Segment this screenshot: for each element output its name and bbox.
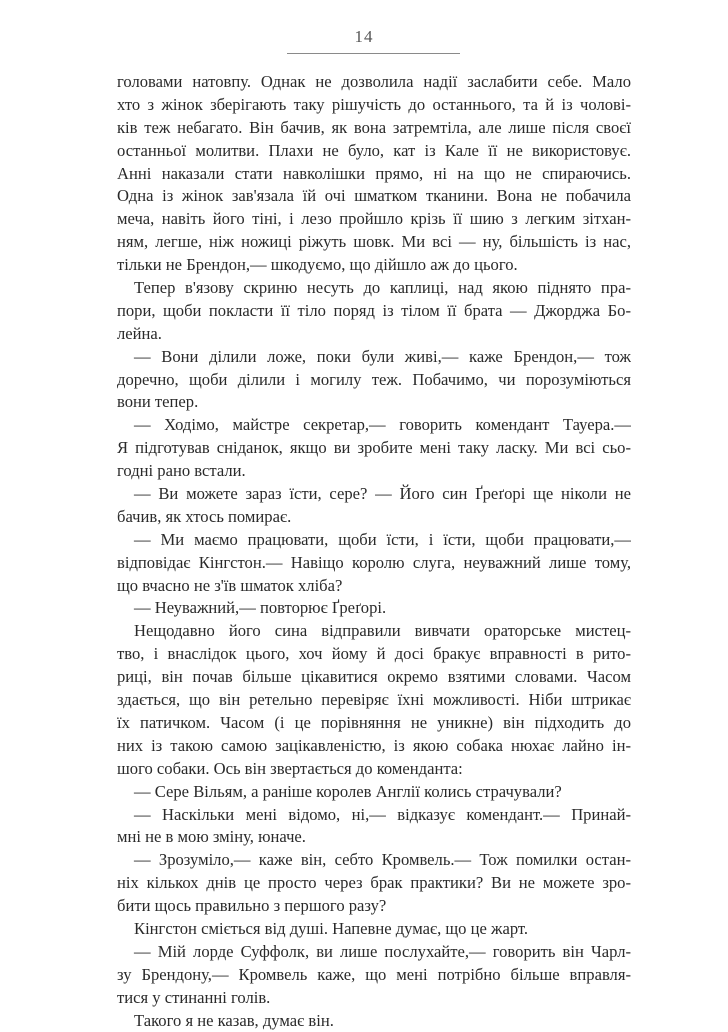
text-line: Кінгстон сміється від душі. Напевне думає, що це жарт. bbox=[134, 918, 529, 938]
text-line: годні рано встали. bbox=[117, 461, 246, 481]
text-line: — Мій лорде Суффолк, ви лише послухайте,— говорить він Чарл- bbox=[134, 941, 631, 961]
text-line: їх патичком. Часом (і це порівняння не уникне) він підходить до bbox=[117, 712, 631, 732]
text-line: хто з жінок зберігають таку рішучість до останнього, та й із чолові- bbox=[117, 94, 631, 114]
header-rule bbox=[287, 53, 460, 54]
text-line: Я підготував сніданок, якщо ви зробите мені таку ласку. Ми всі сьо- bbox=[117, 438, 631, 458]
text-line: тво, і внаслідок цього, хоч йому й досі бракує вправності в рито- bbox=[117, 644, 631, 664]
text-line: лейна. bbox=[117, 323, 162, 343]
text-line: Анні наказали стати навколішки прямо, ні на що не спираючись. bbox=[117, 163, 631, 183]
text-line: Одна із жінок зав'язала їй очі шматком тканини. Вона не побачила bbox=[117, 186, 631, 206]
text-line: тільки не Брендон,— шкодуємо, що дійшло аж до цього. bbox=[117, 255, 518, 275]
text-line: здається, що він ретельно перевіряє їхні можливості. Ніби штрикає bbox=[117, 690, 631, 710]
text-line: тися у стинанні голів. bbox=[117, 987, 271, 1007]
text-line: ням, легше, ніж ножиці ріжуть шовк. Ми всі — ну, більшість із нас, bbox=[117, 232, 631, 252]
text-line: що вчасно не з'їв шматок хліба? bbox=[117, 575, 343, 595]
text-line: — Ви можете зараз їсти, сере? — Його син Ґреґорі ще ніколи не bbox=[134, 484, 631, 504]
text-line: — Вони ділили ложе, поки були живі,— каже Брендон,— тож bbox=[134, 346, 631, 366]
page-number: 14 bbox=[354, 27, 374, 46]
text-line: зу Брендону,— Кромвель каже, що мені потрібно більше вправля- bbox=[117, 964, 631, 984]
text-line: Тепер в'язову скриню несуть до каплиці, над якою піднято пра- bbox=[134, 278, 631, 298]
text-line: Такого я не казав, думає він. bbox=[134, 1010, 334, 1030]
text-line: бачив, як хтось помирає. bbox=[117, 506, 292, 526]
text-line: головами натовпу. Однак не дозволила надії заслабити себе. Мало bbox=[117, 72, 631, 91]
text-line: мні не в мою зміну, юначе. bbox=[117, 827, 306, 847]
text-line: — Сере Вільям, а раніше королев Англії колись страчували? bbox=[134, 781, 562, 801]
text-line: — Ходімо, майстре секретар,— говорить комендант Тауера.— bbox=[134, 415, 631, 435]
text-line: пори, щоби покласти її тіло поряд із тілом її брата — Джорджа Бо- bbox=[117, 300, 631, 320]
text-line: відповідає Кінгстон.— Навіщо королю слуга, неуважний лише тому, bbox=[117, 552, 631, 572]
text-line: них із такою самою зацікавленістю, із якою собака нюхає лайно ін- bbox=[117, 735, 631, 755]
text-line: — Ми маємо працювати, щоби їсти, і їсти, щоби працювати,— bbox=[134, 529, 631, 549]
text-line: доречно, щоби ділили і могилу теж. Побачимо, чи порозуміються bbox=[117, 369, 631, 389]
text-line: — Наскільки мені відомо, ні,— відказує комендант.— Принай- bbox=[134, 804, 631, 824]
text-line: вони тепер. bbox=[117, 392, 199, 412]
text-line: — Неуважний,— повторює Ґреґорі. bbox=[134, 598, 387, 618]
text-line: бити щось правильно з першого разу? bbox=[117, 896, 387, 916]
text-line: останньої молитви. Плахи не було, кат із Кале її не використовує. bbox=[117, 140, 631, 160]
text-line: Нещодавно його сина відправили вивчати ораторське мистец- bbox=[134, 621, 631, 641]
body-text bbox=[117, 71, 631, 1032]
text-line: шого собаки. Ось він звертається до коменданта: bbox=[117, 758, 463, 778]
text-line: риці, він почав більше цікавитися окремо взятими словами. Часом bbox=[117, 667, 631, 687]
text-line: — Зрозуміло,— каже він, себто Кромвель.— Тож помилки остан- bbox=[134, 850, 631, 870]
text-line: меча, навіть його тіні, і лезо пройшло крізь її шию з легким зітхан- bbox=[117, 209, 631, 229]
text-line: ніх кількох днів це просто через брак практики? Ви не можете зро- bbox=[117, 873, 631, 893]
text-line: ків теж небагато. Він бачив, як вона затремтіла, але лише після своєї bbox=[117, 117, 631, 137]
